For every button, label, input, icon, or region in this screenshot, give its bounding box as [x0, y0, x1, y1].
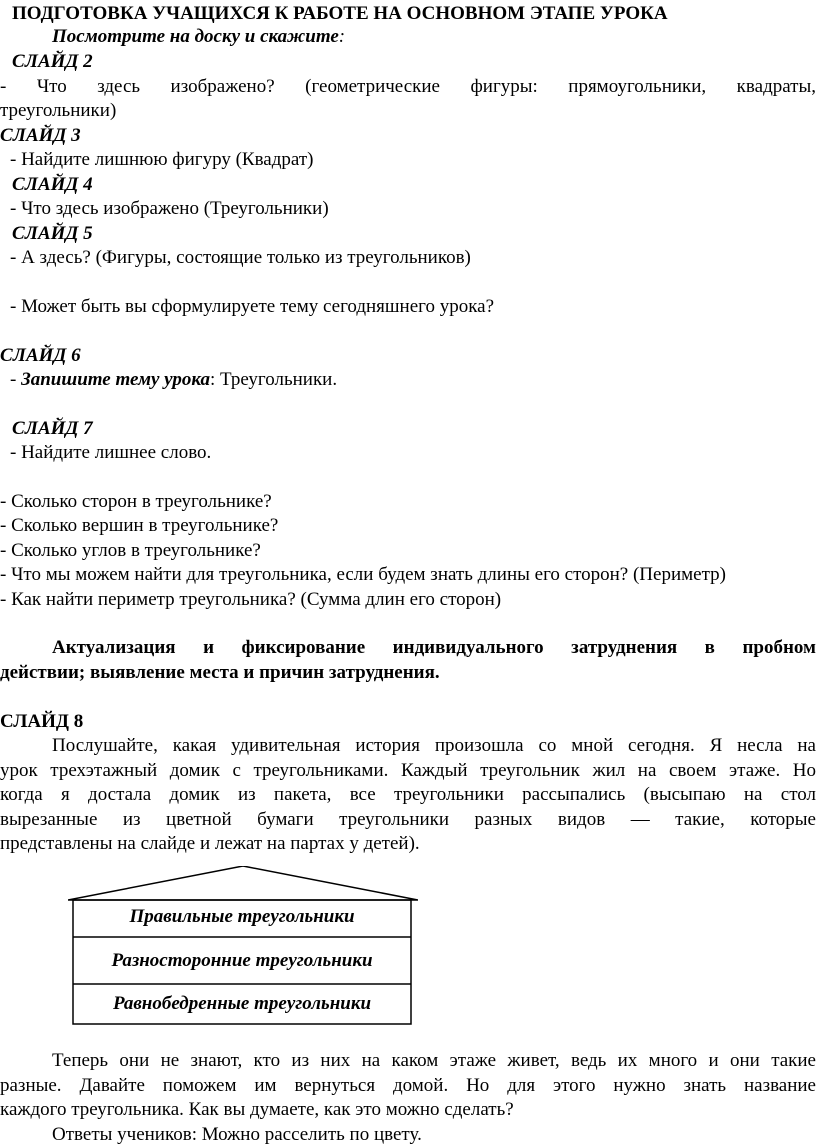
slide-5-question: - А здесь? (Фигуры, состоящие только из треугольников): [10, 247, 471, 268]
closing-line-2: разные. Давайте поможем им вернуться домой. Но для этого нужно знать название: [0, 1075, 816, 1096]
slide-2-question: - Что здесь изображено? (геометрические фигуры: прямоугольники, квадраты,: [0, 76, 816, 97]
story-line-1: Послушайте, какая удивительная история произошла со мной сегодня. Я несла на: [52, 735, 816, 756]
slide-7-question-2: - Сколько вершин в треугольнике?: [0, 515, 279, 536]
slide-5-label: СЛАЙД 5: [12, 223, 93, 244]
slide-4-question: - Что здесь изображено (Треугольники): [10, 198, 329, 219]
slide-7-label: СЛАЙД 7: [12, 418, 93, 439]
slide-5-topic-question: - Может быть вы сформулируете тему сегодняшнего урока?: [10, 296, 495, 317]
slide-2-answer-cont: треугольники): [0, 100, 117, 121]
slide-3-question: - Найдите лишнюю фигуру (Квадрат): [10, 149, 314, 170]
instruction: [52, 25, 345, 49]
instruction-text: Посмотрите на доску и скажите: [52, 26, 339, 47]
story-line-4: вырезанные из цветной бумаги треугольники разных видов — такие, которые: [0, 809, 816, 830]
actualization-heading-2: действии; выявление места и причин затруднения.: [0, 662, 440, 683]
slide-7-question-1: - Сколько сторон в треугольнике?: [0, 491, 272, 512]
house-floor-regular: Правильные треугольники: [129, 906, 355, 927]
slide-6-dash: -: [10, 369, 22, 390]
slide-8-label: СЛАЙД 8: [0, 711, 84, 732]
house-floor-scalene: Разносторонние треугольники: [111, 949, 373, 971]
page-title: ПОДГОТОВКА УЧАЩИХСЯ К РАБОТЕ НА ОСНОВНОМ ЭТАПЕ УРОКА: [12, 3, 668, 24]
slide-6-emphasis: Запишите тему урока: [21, 369, 211, 390]
story-line-2: урок трехэтажный домик с треугольниками. Каждый треугольник жил на своем этаже. Но: [0, 760, 816, 781]
house-roof: [68, 866, 418, 900]
slide-3-label: СЛАЙД 3: [0, 125, 81, 146]
slide-2-label: СЛАЙД 2: [12, 51, 93, 72]
closing-line-1: Теперь они не знают, кто из них на каком этаже живет, ведь их много и они такие: [52, 1050, 816, 1071]
student-answers: Ответы учеников: Можно расселить по цвету.: [52, 1124, 422, 1145]
instruction-colon: :: [338, 26, 346, 47]
slide-6-topic: : Треугольники.: [210, 369, 338, 390]
slide-7-question-3: - Сколько углов в треугольнике?: [0, 540, 261, 561]
slide-6-label: СЛАЙД 6: [0, 345, 81, 366]
slide-4-label: СЛАЙД 4: [12, 174, 93, 195]
slide-7-task: - Найдите лишнее слово.: [10, 442, 212, 463]
story-line-3: когда я достала домик из пакета, все треугольники рассыпались (высыпаю на стол: [0, 784, 816, 805]
closing-line-3: каждого треугольника. Как вы думаете, как это можно сделать?: [0, 1099, 514, 1120]
story-line-5: представлены на слайде и лежат на партах у детей).: [0, 833, 420, 854]
slide-6-task: [10, 368, 337, 392]
house-floor-isosceles: Равнобедренные треугольники: [112, 993, 372, 1014]
slide-7-question-4: - Что мы можем найти для треугольника, если будем знать длины его сторон? (Периметр): [0, 564, 726, 585]
slide-7-question-5: - Как найти периметр треугольника? (Сумма длин его сторон): [0, 589, 502, 610]
actualization-heading-1: Актуализация и фиксирование индивидуального затруднения в пробном: [52, 637, 816, 658]
